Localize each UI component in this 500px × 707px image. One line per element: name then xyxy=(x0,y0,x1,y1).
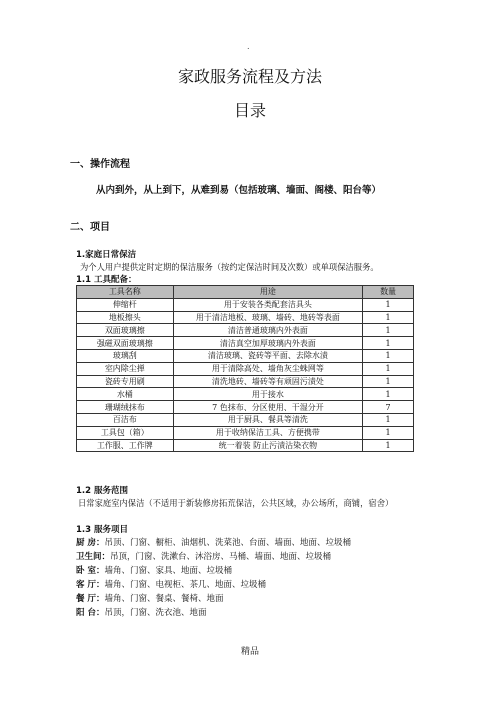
table-row xyxy=(77,324,414,337)
room-bedroom xyxy=(76,564,232,576)
tool-name: 强磁双面玻璃擦 xyxy=(77,337,174,350)
tool-quantity: 1 xyxy=(363,426,414,439)
room-items: 墙角、门窗、电视柜、茶几、地面、垃圾桶 xyxy=(104,580,266,590)
page-footer: 精品 xyxy=(240,647,259,657)
tool-quantity: 1 xyxy=(363,349,414,362)
tool-usage: 7 色抹布、分区使用、干湿分开 xyxy=(173,401,362,414)
table-row xyxy=(77,362,414,375)
tool-name: 百洁布 xyxy=(77,413,174,426)
s1-title: 1.家庭日常保洁 xyxy=(76,250,137,260)
tool-quantity: 1 xyxy=(363,311,414,324)
room-bathroom xyxy=(76,550,331,562)
tool-quantity: 1 xyxy=(363,362,414,375)
section1-heading: 一、操作流程 xyxy=(70,159,130,170)
tools-table xyxy=(76,285,414,452)
tool-usage: 用于安装各类配套洁具头 xyxy=(173,298,362,311)
tool-name: 瓷砖专用刷 xyxy=(77,375,174,388)
room-items: 吊顶，门窗、洗漱台、沐浴房、马桶、墙面、地面、垃圾桶 xyxy=(110,552,332,562)
document-title: 家政服务流程及方法 xyxy=(177,67,322,86)
tool-usage: 用于收纳保洁工具、方便携带 xyxy=(173,426,362,439)
header-tool-name: 工具名称 xyxy=(77,286,174,299)
room-kitchen xyxy=(76,536,351,548)
tool-usage: 清洁真空加厚玻璃内外表面 xyxy=(173,337,362,350)
tools-table-header xyxy=(77,286,414,299)
room-name: 阳 台： xyxy=(76,608,105,618)
room-name: 卫生间： xyxy=(76,552,111,562)
tool-usage: 用于清洁地板、玻璃、墙砖、地砖等表面 xyxy=(173,311,362,324)
tool-quantity: 1 xyxy=(363,337,414,350)
tool-name: 水桶 xyxy=(77,388,174,401)
tool-name: 工作服、工作牌 xyxy=(77,439,174,452)
page-dot: . xyxy=(247,42,250,51)
section1-text: 从内到外，从上到下，从难到易（包括玻璃、墙面、阁楼、阳台等） xyxy=(96,185,382,196)
table-row xyxy=(77,388,414,401)
tool-usage: 清洁普通玻璃内外表面 xyxy=(173,324,362,337)
table-row xyxy=(77,298,414,311)
header-usage: 用途 xyxy=(173,286,362,299)
tool-usage: 清洗地砖、墙砖等有顽固污渍处 xyxy=(173,375,362,388)
tool-usage: 用于接水 xyxy=(173,388,362,401)
room-balcony xyxy=(76,606,206,618)
table-row xyxy=(77,413,414,426)
table-row xyxy=(77,337,414,350)
room-name: 厨 房： xyxy=(76,538,105,548)
tool-quantity: 1 xyxy=(363,324,414,337)
tool-usage: 用于清除高处、墙角灰尘蛛网等 xyxy=(173,362,362,375)
table-row xyxy=(77,349,414,362)
table-row xyxy=(77,311,414,324)
tool-usage: 用于厨具、餐具等清洗 xyxy=(173,413,362,426)
tool-name: 室内除尘掸 xyxy=(77,362,174,375)
table-row xyxy=(77,426,414,439)
room-living-room xyxy=(76,578,266,590)
tool-quantity: 7 xyxy=(363,401,414,414)
tool-quantity: 1 xyxy=(363,375,414,388)
table-row xyxy=(77,439,414,452)
room-items: 吊顶、门窗、橱柜、油烟机、洗菜池、台面、墙面、地面、垃圾桶 xyxy=(104,538,351,548)
s12-title: 1.2 服务范围 xyxy=(76,486,129,496)
tool-name: 玻璃刮 xyxy=(77,349,174,362)
tool-name: 伸缩杆 xyxy=(77,298,174,311)
document-subtitle: 目录 xyxy=(233,101,266,120)
tool-name: 双面玻璃擦 xyxy=(77,324,174,337)
tool-quantity: 1 xyxy=(363,439,414,452)
tool-usage: 清洁玻璃、瓷砖等平面、去除水渍 xyxy=(173,349,362,362)
room-name: 卧 室： xyxy=(76,566,105,576)
tool-name: 工具包（箱） xyxy=(77,426,174,439)
section2-heading: 二、项目 xyxy=(70,222,110,233)
tool-quantity: 1 xyxy=(363,388,414,401)
s13-title: 1.3 服务项目 xyxy=(76,525,129,535)
table-row xyxy=(77,401,414,414)
room-items: 墙角、门窗、餐桌、餐椅、地面 xyxy=(104,594,224,604)
table-row xyxy=(77,375,414,388)
s12-text: 日常家庭室内保洁（不适用于新装修房拓荒保洁，公共区域，办公场所，商铺，宿舍） xyxy=(78,498,394,508)
room-name: 餐 厅： xyxy=(76,594,105,604)
tool-quantity: 1 xyxy=(363,298,414,311)
tool-name: 珊瑚绒抹布 xyxy=(77,401,174,414)
room-name: 客 厅： xyxy=(76,580,105,590)
room-dining-room xyxy=(76,592,223,604)
tool-quantity: 1 xyxy=(363,413,414,426)
room-items: 吊顶，门窗、洗衣池、地面 xyxy=(104,608,207,618)
header-quantity: 数量 xyxy=(363,286,414,299)
tool-usage: 统一着装 防止污渍沾染衣物 xyxy=(173,439,362,452)
s1-text: 为个人用户提供定时定期的保洁服务（按约定保洁时间及次数）或单项保洁服务。 xyxy=(80,262,379,272)
tool-name: 地板擦头 xyxy=(77,311,174,324)
room-items: 墙角、门窗、家具、地面、垃圾桶 xyxy=(104,566,232,576)
s11-title: 1.1 工具配备： xyxy=(76,275,137,285)
